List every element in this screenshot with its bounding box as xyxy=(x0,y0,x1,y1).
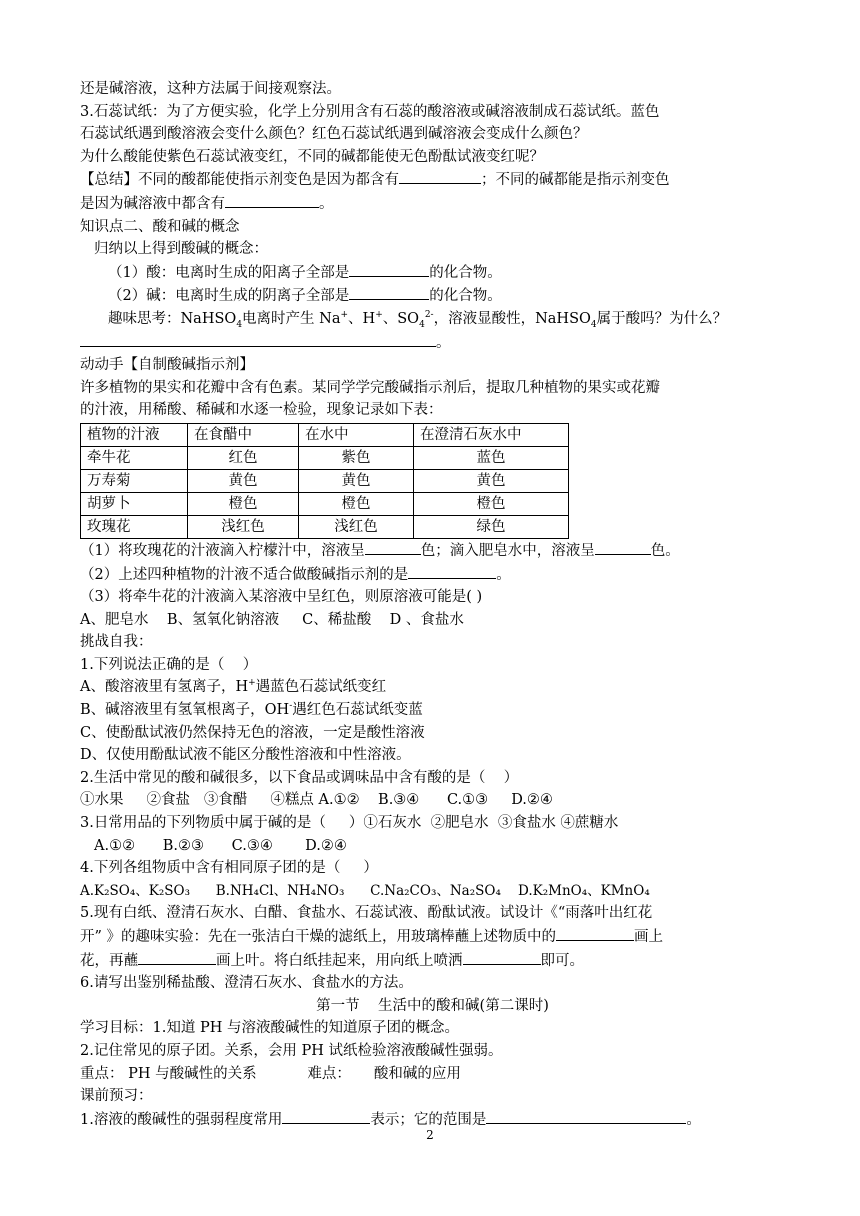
options-line: A、肥皂水 B、氢氧化钠溶液 C、稀盐酸 D 、食盐水 xyxy=(80,611,464,628)
answer-blank[interactable] xyxy=(225,192,319,208)
table-cell: 橙色 xyxy=(299,492,414,515)
goal-line: 学习目标：1.知道 PH 与溶液酸碱性的知道原子团的概念。 xyxy=(80,1020,459,1037)
table-cell: 橙色 xyxy=(188,492,299,515)
activity-heading: 动动手【自制酸碱指示剂】 xyxy=(80,357,254,374)
options-line: A.K₂SO₄、K₂SO₃ B.NH₄Cl、NH₄NO₃ C.Na₂CO₃、Na₂SO₄ D.K₂MnO₄、KMnO₄ xyxy=(80,882,650,899)
definition-base: （2）碱：电离时生成的阴离子全部是 的化合物。 xyxy=(80,284,785,308)
question-line: 1.溶液的酸碱性的强弱程度常用 表示；它的范围是 。 xyxy=(80,1108,785,1132)
text-line: 为什么酸能使紫色石蕊试液变红，不同的碱都能使无色酚酞试液变红呢？ xyxy=(80,148,544,165)
question-line: 2.生活中常见的酸和碱很多，以下食品或调味品中含有酸的是（ ） xyxy=(80,769,519,786)
table-cell: 蓝色 xyxy=(414,446,569,469)
question-line: （1）将玫瑰花的汁液滴入柠檬汁中，溶液呈 色；滴入肥皂水中，溶液呈 色。 xyxy=(80,539,785,563)
table-row xyxy=(81,446,569,469)
section-title: 第一节 生活中的酸和碱(第二课时) xyxy=(316,997,549,1014)
option-line: A、酸溶液里有氢离子，H+遇蓝色石蕊试纸变红 xyxy=(80,678,387,696)
answer-blank[interactable] xyxy=(595,539,651,555)
table-header: 植物的汁液 xyxy=(81,423,188,446)
question-line: 3.日常用品的下列物质中属于碱的是（ ）①石灰水 ②肥皂水 ③食盐水 ④蔗糖水 xyxy=(80,815,619,832)
table-cell: 黄色 xyxy=(299,469,414,492)
text-line: 的汁液，用稀酸、稀碱和水逐一检验，现象记录如下表： xyxy=(80,402,443,419)
question-line: （3）将牵牛花的汁液滴入某溶液中呈红色，则原溶液可能是( ) xyxy=(80,589,483,606)
table-header-row xyxy=(81,423,569,446)
table-header: 在水中 xyxy=(299,423,414,446)
table-cell: 玫瑰花 xyxy=(81,515,188,538)
question-line: 5.现有白纸、澄清石灰水、白醋、食盐水、石蕊试液、酚酞试液。试设计《“雨落叶出红花 xyxy=(80,905,653,922)
summary-line: 【总结】不同的酸都能使指示剂变色是因为都含有 ；不同的碱都能是指示剂变色 xyxy=(80,168,785,192)
document-page xyxy=(80,78,785,1131)
indicator-table xyxy=(80,423,569,539)
definition-acid: （1）酸：电离时生成的阳离子全部是 的化合物。 xyxy=(80,261,785,285)
table-cell: 牵牛花 xyxy=(81,446,188,469)
options-line: ①水果 ②食盐 ③食醋 ④糕点 A.①② B.③④ C.①③ D.②④ xyxy=(80,792,553,809)
question-line: 6.请写出鉴别稀盐酸、澄清石灰水、食盐水的方法。 xyxy=(80,975,413,992)
question-line: 花，再蘸 画上叶。将白纸挂起来，用向纸上喷洒 即可。 xyxy=(80,949,785,973)
answer-blank[interactable] xyxy=(138,949,216,965)
answer-line: 。 xyxy=(80,331,785,355)
table-cell: 黄色 xyxy=(188,469,299,492)
table-cell: 黄色 xyxy=(414,469,569,492)
option-line: D、仅使用酚酞试液不能区分酸性溶液和中性溶液。 xyxy=(80,747,411,764)
goal-line: 2.记住常见的原子团。关系，会用 PH 试纸检验溶液酸碱性强弱。 xyxy=(80,1042,503,1059)
table-cell: 绿色 xyxy=(414,515,569,538)
text-line: 归纳以上得到酸碱的概念： xyxy=(94,241,268,258)
question-line: 1.下列说法正确的是（ ） xyxy=(80,656,258,673)
table-cell: 胡萝卜 xyxy=(81,492,188,515)
table-cell: 浅红色 xyxy=(188,515,299,538)
text-line: 石蕊试纸遇到酸溶液会变什么颜色？红色石蕊试纸遇到碱溶液会变成什么颜色？ xyxy=(80,126,588,143)
answer-blank[interactable] xyxy=(349,284,429,300)
options-line: A.①② B.②③ C.③④ D.②④ xyxy=(94,837,347,854)
option-line: B、碱溶液里有氢氧根离子，OH-遇红色石蕊试纸变蓝 xyxy=(80,701,423,719)
table-cell: 红色 xyxy=(188,446,299,469)
table-row xyxy=(81,515,569,538)
answer-blank[interactable] xyxy=(349,261,429,277)
answer-blank[interactable] xyxy=(399,168,481,184)
summary-line: 是因为碱溶液中都含有 。 xyxy=(80,192,785,216)
table-cell: 浅红色 xyxy=(299,515,414,538)
page-number: 2 xyxy=(426,1128,434,1142)
table-cell: 紫色 xyxy=(299,446,414,469)
text-line: 还是碱溶液，这种方法属于间接观察法。 xyxy=(80,81,341,97)
question-line: 开” 》的趣味实验：先在一张洁白干燥的滤纸上，用玻璃棒蘸上述物质中的 画上 xyxy=(80,925,785,949)
answer-blank[interactable] xyxy=(282,1108,370,1124)
table-cell: 橙色 xyxy=(414,492,569,515)
answer-blank[interactable] xyxy=(463,949,541,965)
section-heading: 知识点二、酸和碱的概念 xyxy=(80,218,240,235)
text-line: 3.石蕊试纸：为了方便实验，化学上分别用含有石蕊的酸溶液或碱溶液制成石蕊试纸。蓝色 xyxy=(80,103,660,120)
table-header: 在食醋中 xyxy=(188,423,299,446)
answer-blank[interactable] xyxy=(365,539,421,555)
option-line: C、使酚酞试液仍然保持无色的溶液，一定是酸性溶液 xyxy=(80,724,425,741)
answer-blank[interactable] xyxy=(80,331,436,347)
table-cell: 万寿菊 xyxy=(81,469,188,492)
answer-blank[interactable] xyxy=(556,925,634,941)
question-line: 4.下列各组物质中含有相同原子团的是（ ） xyxy=(80,860,378,877)
text-line: 许多植物的果实和花瓣中含有色素。某同学学完酸碱指示剂后，提取几种植物的果实或花瓣 xyxy=(80,379,660,396)
table-header: 在澄清石灰水中 xyxy=(414,423,569,446)
answer-blank[interactable] xyxy=(408,563,496,579)
question-line: （2）上述四种植物的汁液不适合做酸碱指示剂的是 。 xyxy=(80,563,785,587)
preview-heading: 课前预习： xyxy=(80,1088,153,1105)
table-row xyxy=(81,492,569,515)
key-points-line: 重点： PH 与酸碱性的关系 难点： 酸和碱的应用 xyxy=(80,1065,461,1082)
table-row xyxy=(81,469,569,492)
answer-blank[interactable] xyxy=(486,1108,686,1124)
thinking-question: 趣味思考：NaHSO$_4$电离时产生 Na+、H+、$SO_4^{2-}$，溶液显酸性，NaHSO$_4$属于酸吗？为什么？ xyxy=(108,310,728,330)
challenge-heading: 挑战自我： xyxy=(80,634,153,651)
